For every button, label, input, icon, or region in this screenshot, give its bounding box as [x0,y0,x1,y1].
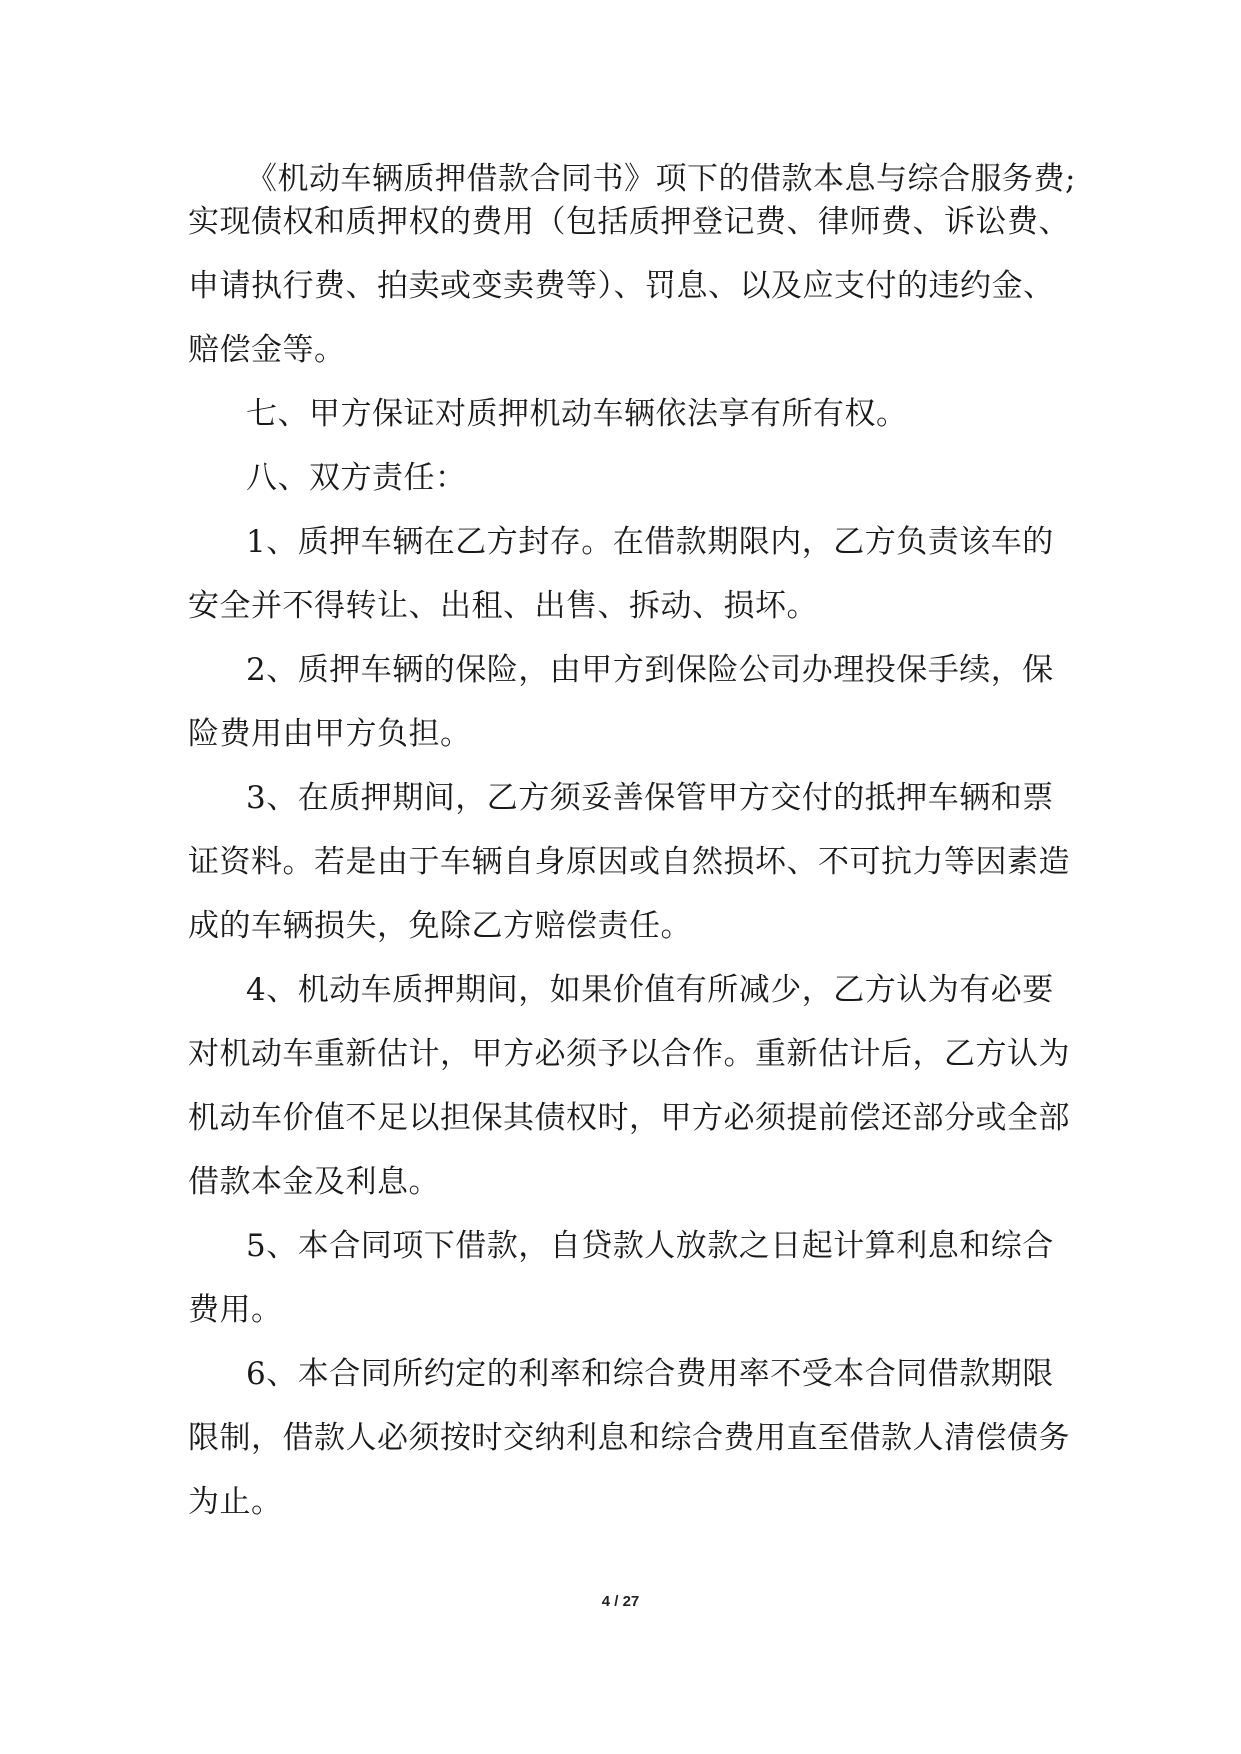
clause-4 [188,969,1070,1204]
paragraph-line: 限制，借款人必须按时交纳利息和综合费用直至借款人清偿债务 [188,1420,1070,1456]
clause-5 [188,1225,1058,1332]
paragraph-line: 申请执行费、拍卖或变卖费等）、罚息、以及应支付的违约金、 [188,268,1055,304]
paragraph-line: 费用。 [188,1292,283,1328]
paragraph-line: 机动车价值不足以担保其债权时，甲方必须提前偿还部分或全部 [188,1100,1070,1136]
paragraph-line: 险费用由甲方负担。 [188,716,472,752]
paragraph [188,158,1076,372]
clause-1 [188,521,1058,628]
paragraph-line: 6、本合同所约定的利率和综合费用率不受本合同借款期限 [246,1356,1054,1392]
document-body [188,158,1076,1524]
clause-6 [188,1353,1070,1524]
clause-3 [188,777,1070,948]
paragraph-line: 成的车辆损失，免除乙方赔偿责任。 [188,908,692,944]
paragraph-line: 5、本合同项下借款，自贷款人放款之日起计算利息和综合 [246,1228,1054,1264]
section-heading: 七、甲方保证对质押机动车辆依法享有所有权。 [246,396,908,432]
paragraph-line: 赔偿金等。 [188,332,346,368]
paragraph-line: 《机动车辆质押借款合同书》项下的借款本息与综合服务费; [246,161,1076,197]
paragraph-line: 证资料。若是由于车辆自身原因或自然损坏、不可抗力等因素造 [188,844,1070,880]
section-7 [188,393,1058,436]
paragraph-line: 2、质押车辆的保险，由甲方到保险公司办理投保手续，保 [246,652,1054,688]
paragraph-line: 为止。 [188,1484,283,1520]
paragraph-line: 4、机动车质押期间，如果价值有所减少，乙方认为有必要 [246,972,1054,1008]
paragraph-line: 1、质押车辆在乙方封存。在借款期限内，乙方负责该车的 [246,524,1054,560]
paragraph-line: 对机动车重新估计，甲方必须予以合作。重新估计后，乙方认为 [188,1036,1070,1072]
paragraph-line: 实现债权和质押权的费用（包括质押登记费、律师费、诉讼费、 [188,204,1070,240]
clause-2 [188,649,1058,756]
paragraph-line: 借款本金及利息。 [188,1164,440,1200]
section-heading: 八、双方责任： [246,460,467,496]
section-8 [188,457,1058,500]
page-number: 4 / 27 [601,1593,640,1610]
paragraph-line: 安全并不得转让、出租、出售、拆动、损坏。 [188,588,818,624]
paragraph-line: 3、在质押期间，乙方须妥善保管甲方交付的抵押车辆和票 [246,780,1054,816]
